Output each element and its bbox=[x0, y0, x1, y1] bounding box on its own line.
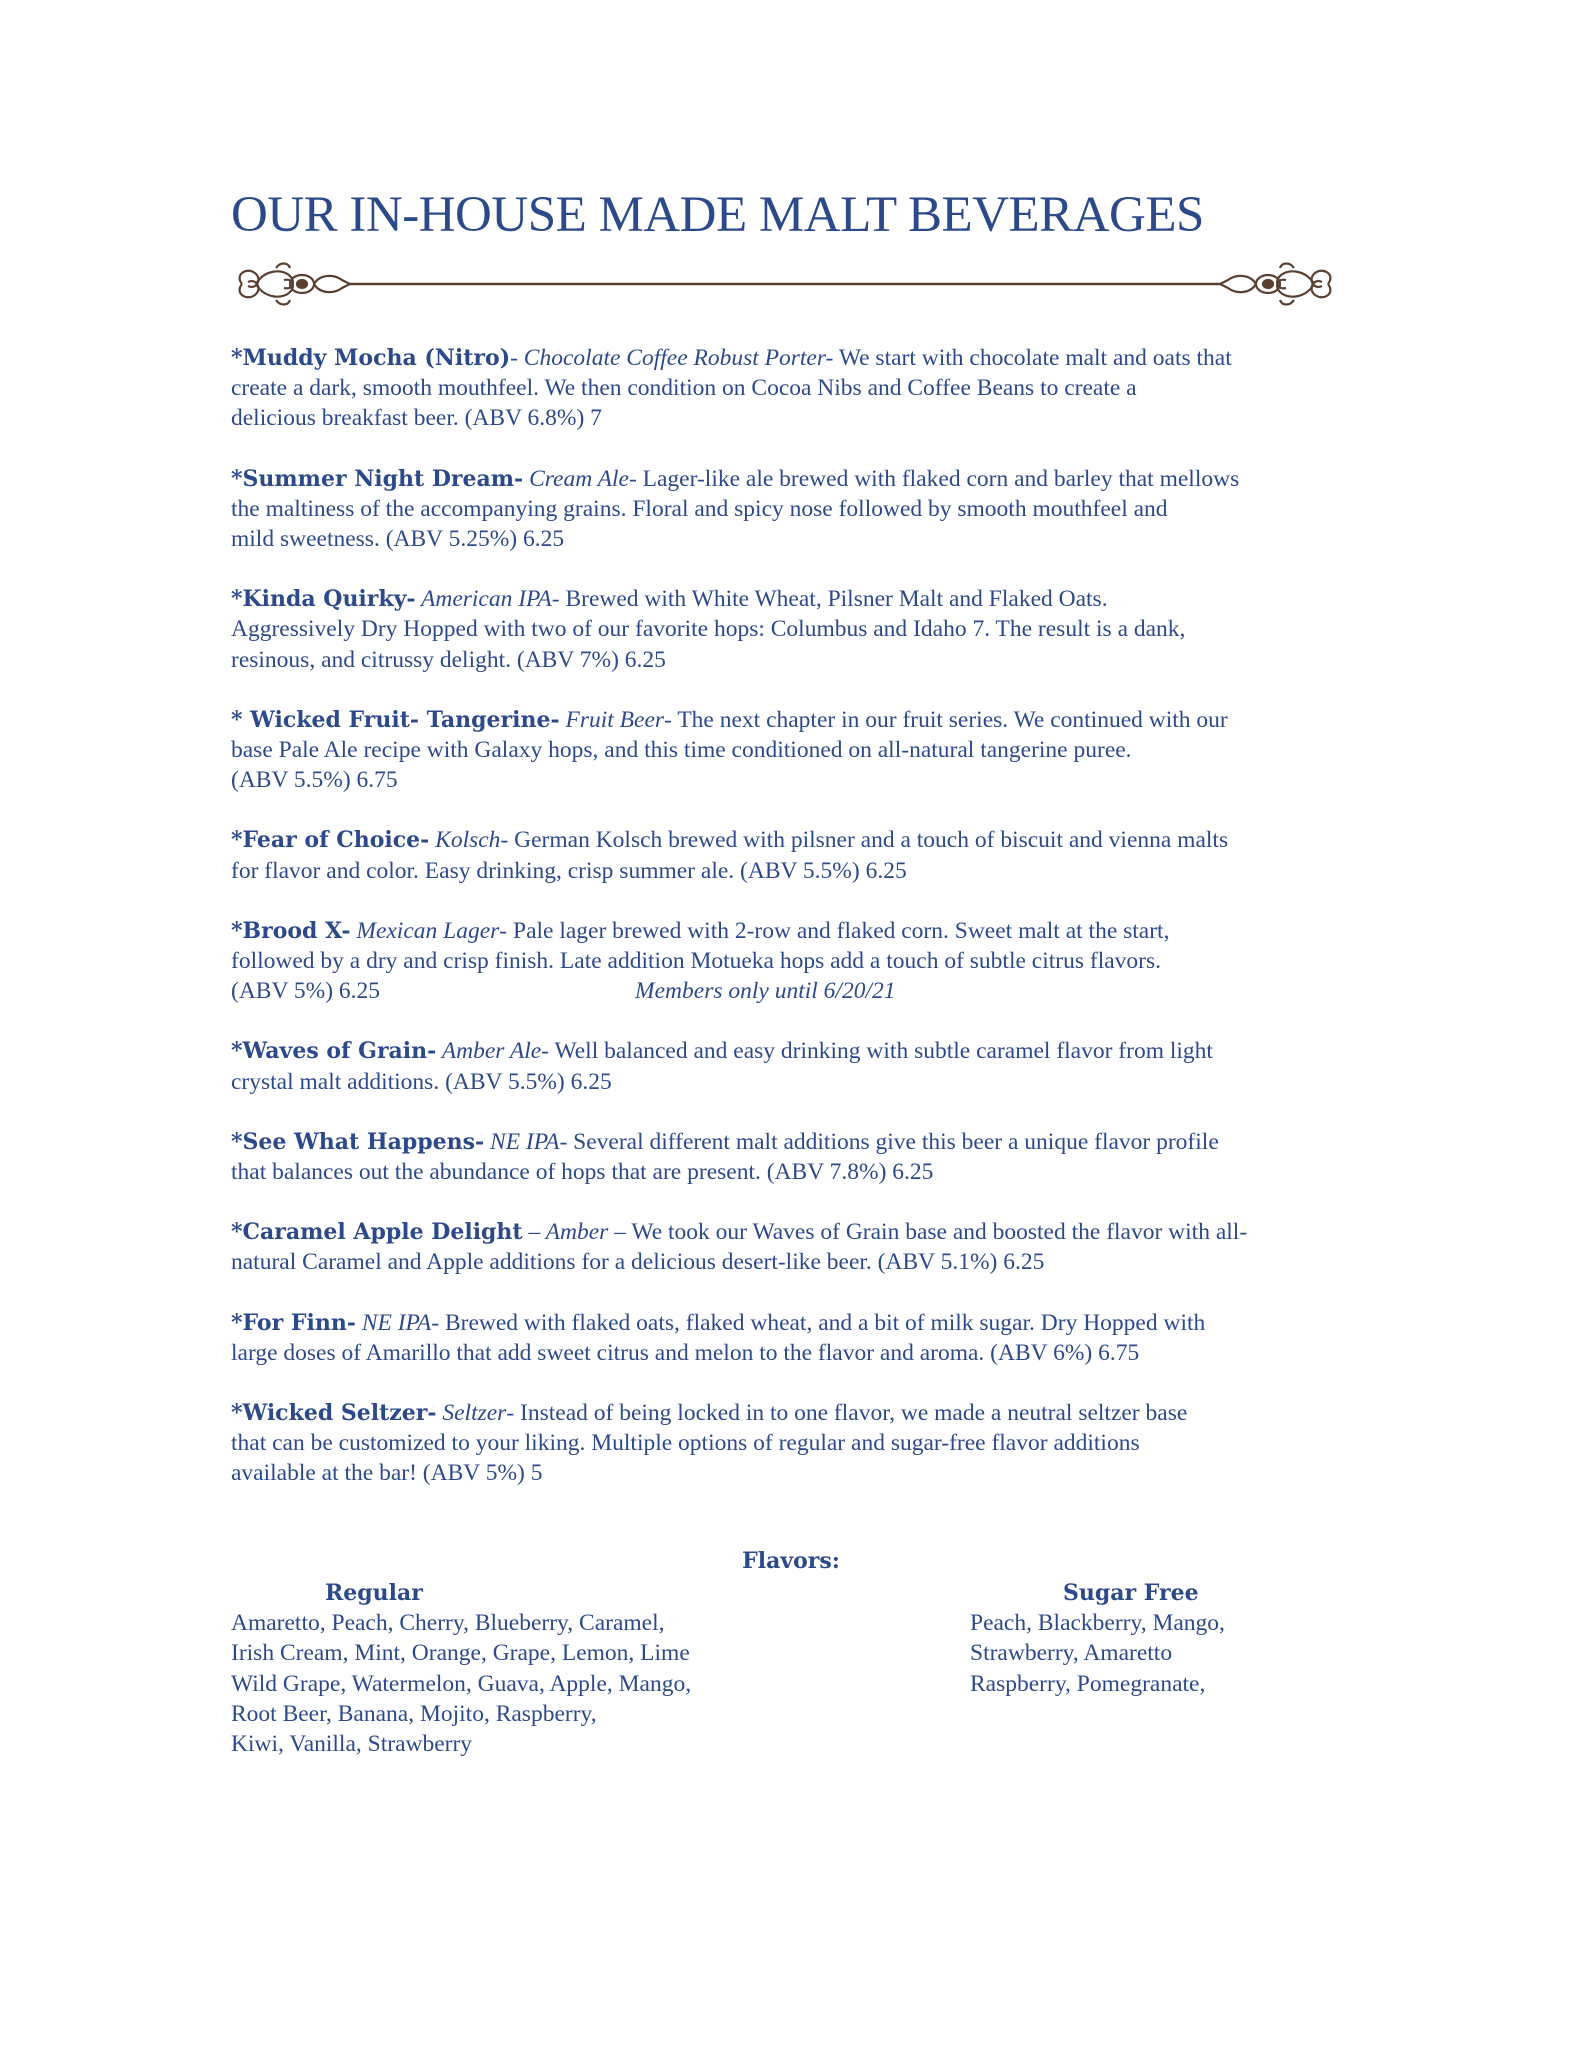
beer-name: * Wicked Fruit- Tangerine- bbox=[231, 706, 560, 733]
beer-description-line: available at the bar! (ABV 5%) 5 bbox=[231, 1460, 543, 1487]
beer-description-line: for flavor and color. Easy drinking, crisp summer ale. (ABV 5.5%) 6.25 bbox=[231, 857, 907, 884]
beer-name: *See What Happens- bbox=[231, 1128, 485, 1155]
beer-name: *Fear of Choice- bbox=[231, 827, 430, 854]
flavor-line: Kiwi, Vanilla, Strawberry bbox=[231, 1731, 473, 1758]
beer-description-line: (ABV 5%) 6.25 bbox=[231, 978, 381, 1005]
beer-entry bbox=[231, 916, 1356, 1007]
beer-style: NE IPA bbox=[484, 1128, 560, 1155]
beer-style: Cream Ale bbox=[523, 465, 629, 492]
beer-style: American IPA bbox=[415, 586, 552, 613]
flavor-line: Strawberry, Amaretto bbox=[970, 1640, 1173, 1667]
beer-description-line: - Lager-like ale brewed with flaked corn and barley that mellows bbox=[628, 465, 1240, 492]
beer-description-line: large doses of Amarillo that add sweet citrus and melon to the flavor and aroma. (ABV 6%) 6.75 bbox=[231, 1339, 1140, 1366]
beer-name: *Wicked Seltzer- bbox=[231, 1400, 437, 1427]
beer-description-line: create a dark, smooth mouthfeel. We then condition on Cocoa Nibs and Coffee Beans to create a bbox=[231, 375, 1137, 402]
beer-description-line: (ABV 5.5%) 6.75 bbox=[231, 767, 398, 794]
flavor-line: Root Beer, Banana, Mojito, Raspberry, bbox=[231, 1700, 597, 1727]
beer-style: – Amber bbox=[522, 1219, 609, 1246]
beer-description-line: We start with chocolate malt and oats that bbox=[833, 345, 1232, 371]
beer-description-line: - Well balanced and easy drinking with subtle caramel flavor from light bbox=[541, 1038, 1213, 1065]
beer-entry bbox=[231, 1217, 1356, 1277]
regular-flavors bbox=[231, 1578, 791, 1759]
beer-style: - Chocolate Coffee Robust Porter- bbox=[510, 345, 834, 371]
flavor-line: Wild Grape, Watermelon, Guava, Apple, Mango, bbox=[231, 1670, 692, 1697]
beer-entry bbox=[231, 1398, 1356, 1489]
beer-name: *Brood X- bbox=[231, 917, 351, 944]
beer-style: Mexican Lager bbox=[350, 917, 500, 944]
beer-description-line: - Brewed with White Wheat, Pilsner Malt and Flaked Oats. bbox=[551, 586, 1108, 613]
beer-name: *Summer Night Dream- bbox=[231, 465, 524, 492]
beer-style: Fruit Beer bbox=[559, 706, 665, 733]
sugar-free-flavors bbox=[970, 1578, 1370, 1699]
beer-entry bbox=[231, 343, 1356, 434]
beer-entry bbox=[231, 464, 1356, 555]
beer-description-line: - The next chapter in our fruit series. We continued with our bbox=[664, 706, 1228, 733]
beer-name: *Waves of Grain- bbox=[231, 1038, 437, 1065]
beer-style: Kolsch bbox=[429, 827, 501, 854]
beer-description-line: Aggressively Dry Hopped with two of our favorite hops: Columbus and Idaho 7. The result is a dank, bbox=[231, 616, 1186, 643]
members-only-note: Members only until 6/20/21 bbox=[635, 978, 896, 1005]
beer-description-line: - Instead of being locked in to one flavor, we made a neutral seltzer base bbox=[506, 1400, 1188, 1427]
sugar-free-flavors-heading: Sugar Free bbox=[1063, 1580, 1199, 1606]
beer-description-line: mild sweetness. (ABV 5.25%) 6.25 bbox=[231, 526, 565, 553]
beer-description-line: natural Caramel and Apple additions for a delicious desert-like beer. (ABV 5.1%) 6.25 bbox=[231, 1249, 1045, 1276]
beer-name: *Kinda Quirky- bbox=[231, 586, 416, 613]
beer-description-line: that balances out the abundance of hops that are present. (ABV 7.8%) 6.25 bbox=[231, 1159, 934, 1186]
flavor-line: Irish Cream, Mint, Orange, Grape, Lemon, Lime bbox=[231, 1640, 690, 1667]
beer-name: *Caramel Apple Delight bbox=[231, 1219, 523, 1246]
flavors-heading: Flavors: bbox=[742, 1548, 840, 1574]
beer-entry bbox=[231, 825, 1356, 885]
beer-name: *Muddy Mocha (Nitro) bbox=[231, 345, 511, 371]
beer-style: Seltzer bbox=[436, 1400, 507, 1427]
beer-description-line: - German Kolsch brewed with pilsner and a touch of biscuit and vienna malts bbox=[500, 827, 1229, 854]
beer-entry bbox=[231, 1127, 1356, 1187]
beer-description-line: - Several different malt additions give this beer a unique flavor profile bbox=[559, 1128, 1219, 1155]
beer-description-line: - Pale lager brewed with 2-row and flaked corn. Sweet malt at the start, bbox=[499, 917, 1170, 944]
beer-list bbox=[231, 343, 1356, 1519]
beer-description-line: followed by a dry and crisp finish. Late addition Motueka hops add a touch of subtle citrus flavors. bbox=[231, 948, 1161, 975]
beer-name: *For Finn- bbox=[231, 1309, 356, 1336]
beer-description-line: resinous, and citrussy delight. (ABV 7%) 6.25 bbox=[231, 646, 666, 673]
beer-description-line: that can be customized to your liking. Multiple options of regular and sugar-free flavor additions bbox=[231, 1430, 1140, 1457]
beer-entry bbox=[231, 705, 1356, 796]
flavor-line: Peach, Blackberry, Mango, bbox=[970, 1610, 1225, 1637]
beer-entry bbox=[231, 1308, 1356, 1368]
beer-description-line: the maltiness of the accompanying grains. Floral and spicy nose followed by smooth mouthfeel and bbox=[231, 495, 1168, 522]
flavor-line: Raspberry, Pomegranate, bbox=[970, 1670, 1206, 1697]
beer-style: Amber Ale bbox=[436, 1038, 542, 1065]
page-title: OUR IN-HOUSE MADE MALT BEVERAGES bbox=[231, 187, 1204, 243]
regular-flavors-heading: Regular bbox=[325, 1580, 423, 1606]
beer-description-line: delicious breakfast beer. (ABV 6.8%) 7 bbox=[231, 405, 602, 432]
beer-entry bbox=[231, 1036, 1356, 1096]
beer-description-line: crystal malt additions. (ABV 5.5%) 6.25 bbox=[231, 1068, 612, 1095]
beer-description-line: base Pale Ale recipe with Galaxy hops, and this time conditioned on all-natural tangerine puree. bbox=[231, 737, 1132, 764]
beer-description-line: – We took our Waves of Grain base and boosted the flavor with all- bbox=[608, 1219, 1248, 1246]
ornamental-scroll-divider-icon bbox=[230, 256, 1340, 312]
beer-entry bbox=[231, 584, 1356, 675]
flavor-line: Amaretto, Peach, Cherry, Blueberry, Caramel, bbox=[231, 1610, 665, 1637]
beer-description-line: - Brewed with flaked oats, flaked wheat, and a bit of milk sugar. Dry Hopped with bbox=[431, 1309, 1206, 1336]
beer-style: NE IPA bbox=[355, 1309, 432, 1336]
